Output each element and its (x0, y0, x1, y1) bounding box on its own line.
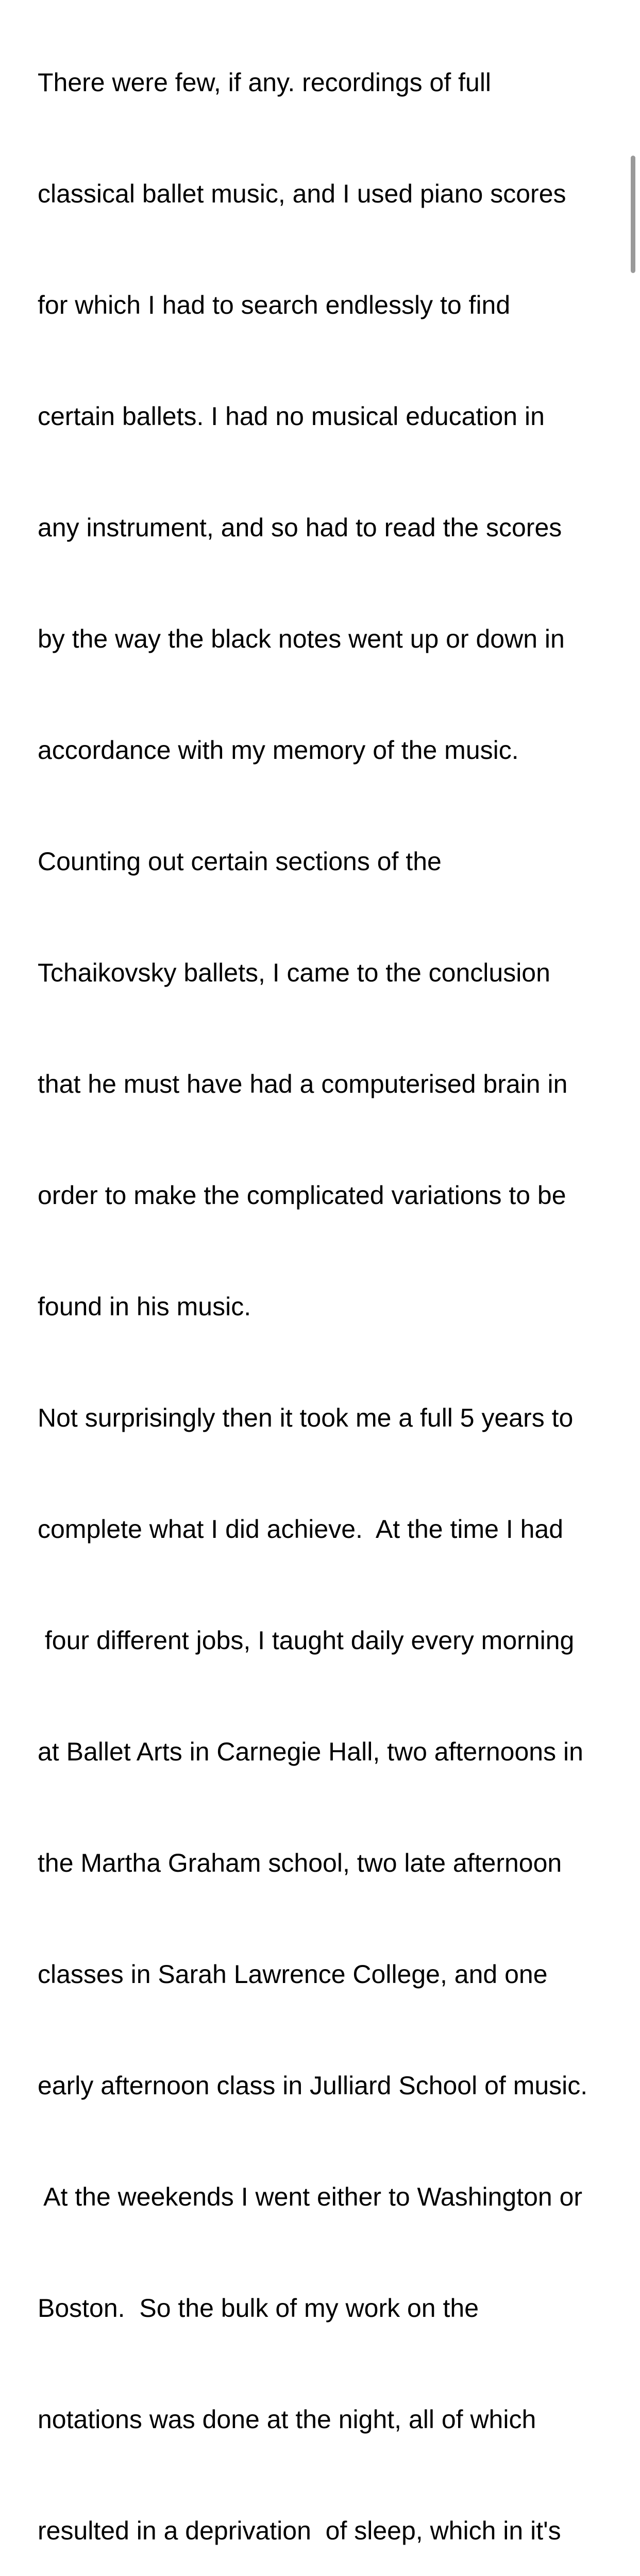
text-line: any instrument, and so had to read the scores (38, 513, 562, 542)
text-line: At the weekends I went either to Washington or (38, 2182, 583, 2211)
text-line: found in his music. (38, 1292, 251, 1321)
text-line: accordance with my memory of the music. (38, 736, 519, 765)
text-line: There were few, if any. recordings of full (38, 68, 492, 97)
text-line: classes in Sarah Lawrence College, and one (38, 1960, 548, 1989)
text-line: at Ballet Arts in Carnegie Hall, two afternoons in (38, 1737, 583, 1766)
text-line: for which I had to search endlessly to find (38, 291, 511, 319)
text-line: early afternoon class in Julliard School of music. (38, 2071, 588, 2100)
text-line: Tchaikovsky ballets, I came to the conclusion (38, 958, 550, 987)
text-line: Boston. So the bulk of my work on the (38, 2294, 479, 2323)
text-line: complete what I did achieve. At the time I had (38, 1515, 564, 1544)
text-line: order to make the complicated variations to be (38, 1181, 566, 1210)
text-line: the Martha Graham school, two late afternoon (38, 1849, 562, 1877)
scroll-thumb[interactable] (631, 156, 635, 273)
text-line: by the way the black notes went up or down in (38, 624, 565, 653)
text-line: classical ballet music, and I used piano scores (38, 179, 566, 208)
vertical-scrollbar[interactable] (625, 0, 640, 939)
text-line: resulted in a deprivation of sleep, which in it's (38, 2516, 561, 2545)
document-text (38, 0, 610, 2576)
text-line: Counting out certain sections of the (38, 847, 442, 876)
text-line: notations was done at the night, all of which (38, 2405, 536, 2434)
text-line: four different jobs, I taught daily every morning (38, 1626, 575, 1655)
text-line: Not surprisingly then it took me a full 5 years to (38, 1403, 574, 1432)
text-line: that he must have had a computerised brain in (38, 1070, 568, 1098)
text-line: certain ballets. I had no musical education in (38, 402, 545, 431)
